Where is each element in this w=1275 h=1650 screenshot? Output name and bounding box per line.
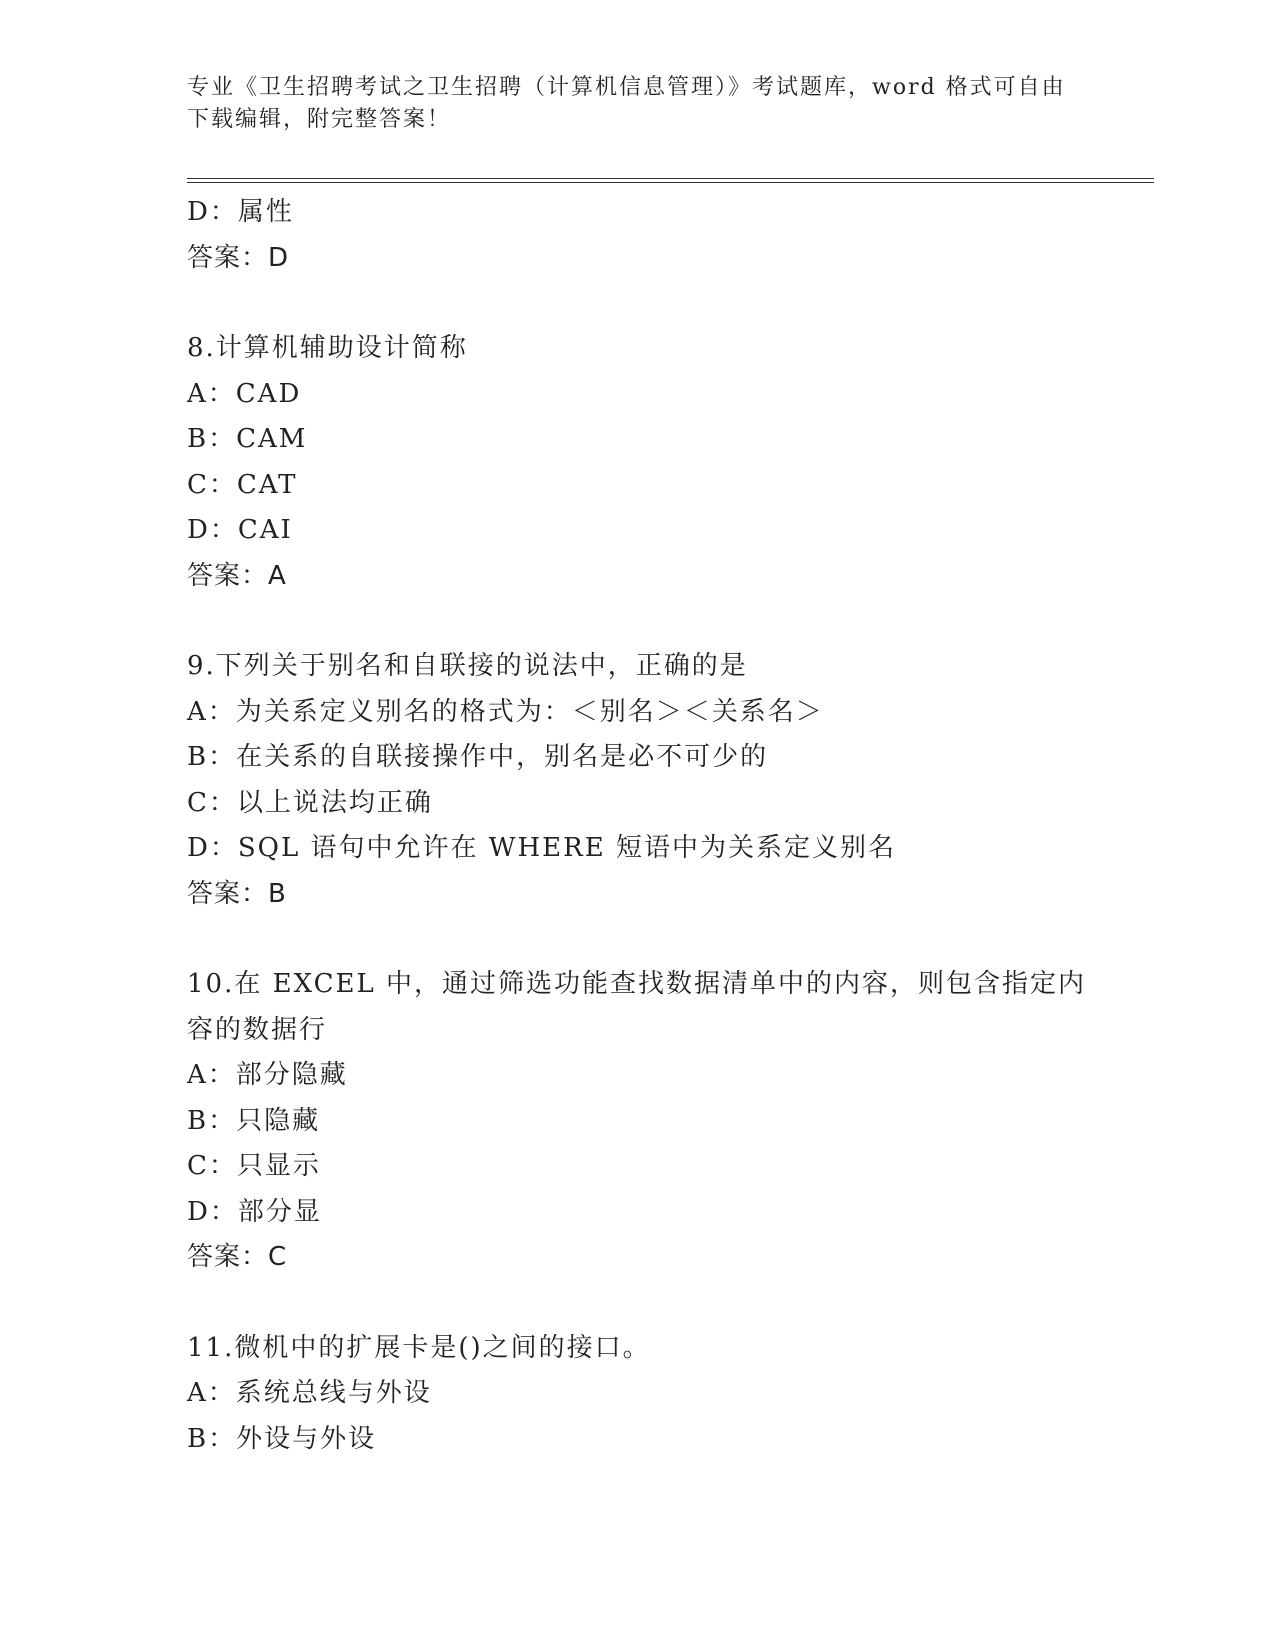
question-stem: 9.下列关于别名和自联接的说法中，正确的是 [187,651,748,681]
document-header: 专业《卫生招聘考试之卫生招聘（计算机信息管理）》考试题库，word 格式可自由下载编辑，附完整答案！ [187,75,1066,132]
option-a: A：系统总线与外设 [187,1378,432,1408]
question-content [187,190,1087,1462]
option-b: B：只隐藏 [187,1105,321,1136]
option-c: C：只显示 [187,1151,321,1181]
header-rule-bottom [187,182,1154,183]
question-11 [187,1326,1087,1463]
answer: 答案：B [187,878,287,909]
option-b: B：CAM [187,424,308,454]
question-stem: 8.计算机辅助设计简称 [187,333,468,363]
prev-answer: 答案：D [187,242,290,273]
option-a: A：部分隐藏 [187,1060,348,1090]
option-d: D：CAI [187,515,293,545]
prev-option-d: D：属性 [187,197,294,227]
option-d: D：SQL 语句中允许在 WHERE 短语中为关系定义别名 [187,833,896,863]
question-10 [187,962,1087,1281]
question-stem: 10.在 EXCEL 中，通过筛选功能查找数据清单中的内容，则包含指定内容的数据行 [187,969,1087,1045]
option-d: D：部分显 [187,1196,322,1227]
option-b: B：外设与外设 [187,1423,377,1454]
question-9 [187,644,1087,917]
answer: 答案：A [187,560,287,591]
option-c: C：CAT [187,469,298,500]
question-8 [187,326,1087,599]
header-rule-top [187,178,1154,179]
option-b: B：在关系的自联接操作中，别名是必不可少的 [187,742,769,772]
question-stem: 11.微机中的扩展卡是()之间的接口。 [187,1332,651,1363]
option-a: A：CAD [187,378,302,409]
option-c: C：以上说法均正确 [187,787,433,818]
option-a: A：为关系定义别名的格式为：＜别名＞＜关系名＞ [187,696,824,727]
answer: 答案：C [187,1242,288,1272]
